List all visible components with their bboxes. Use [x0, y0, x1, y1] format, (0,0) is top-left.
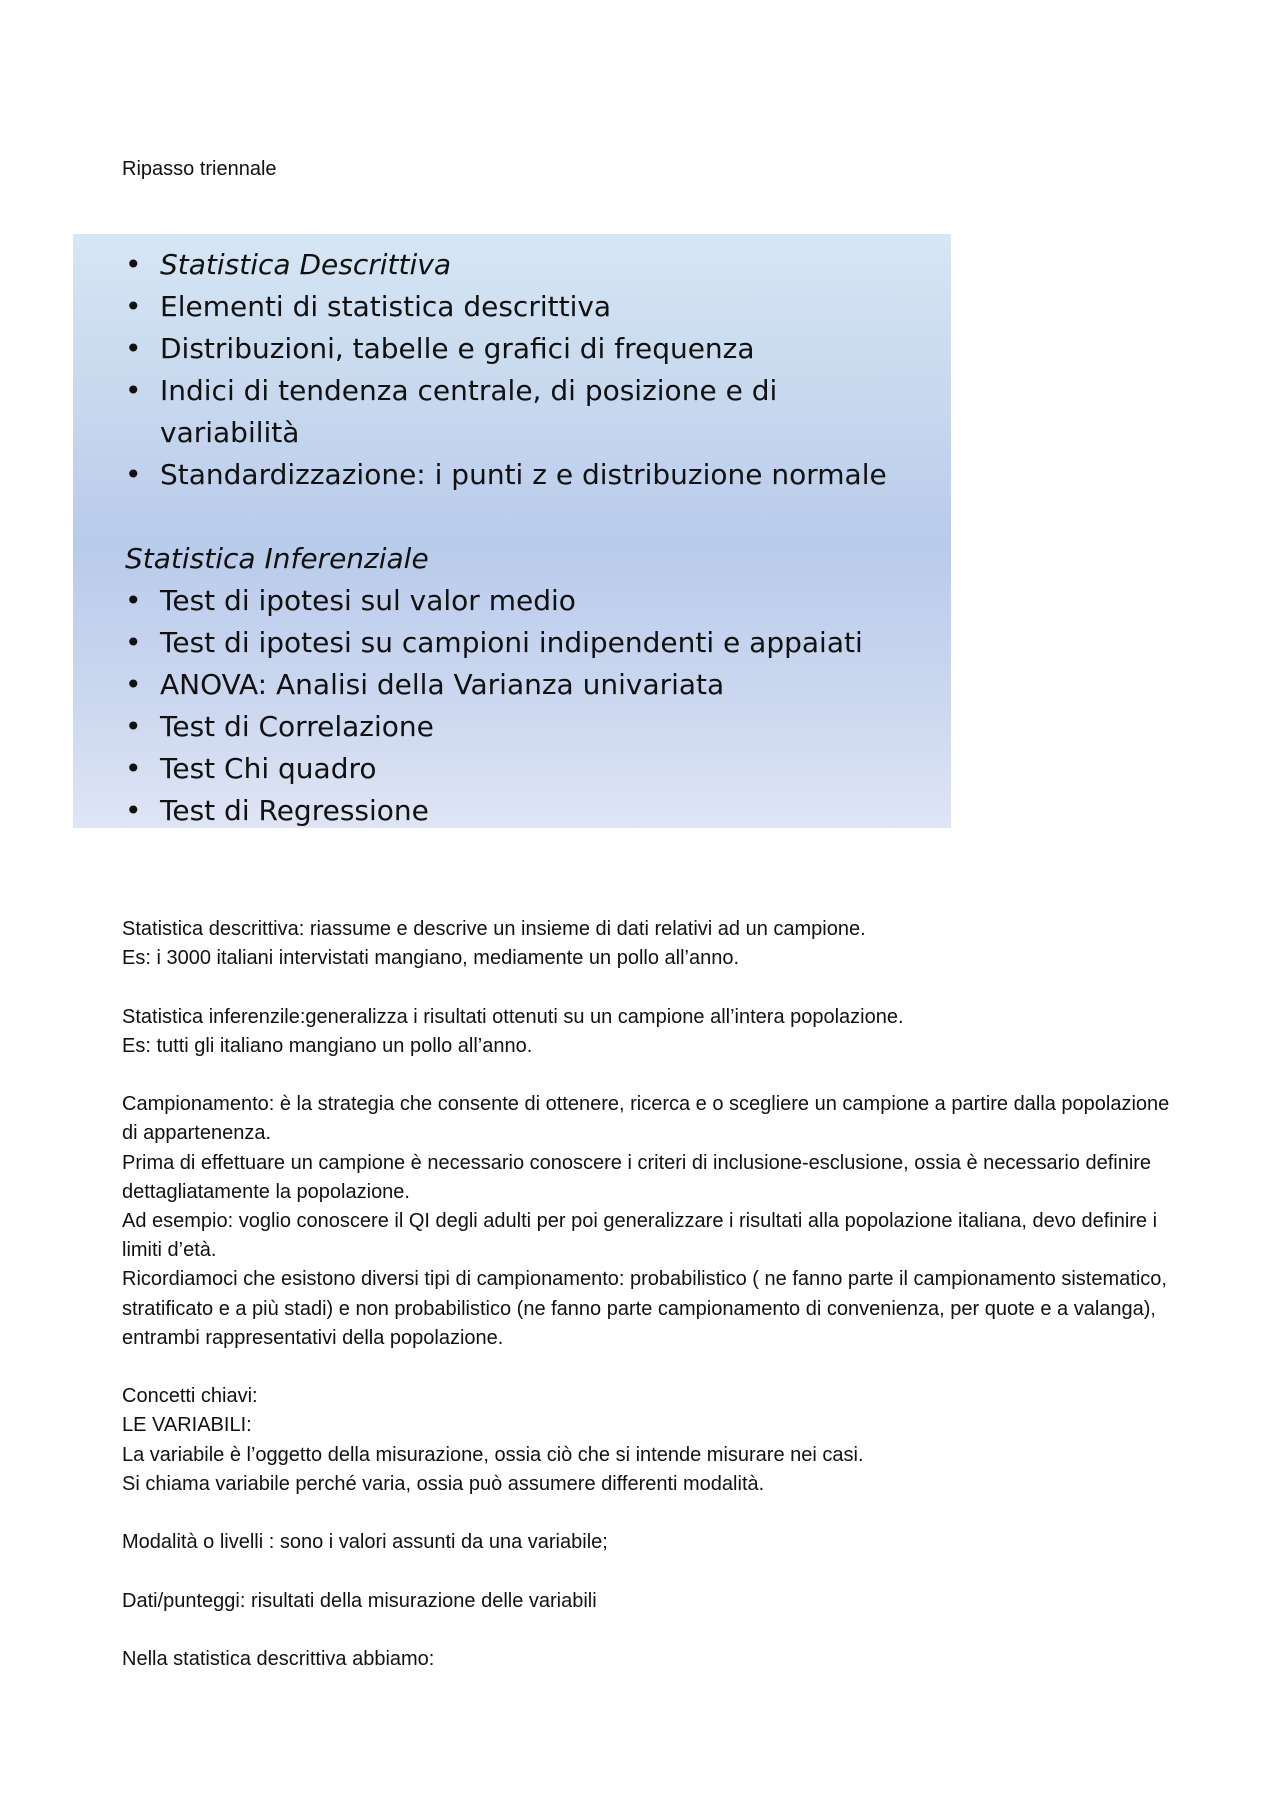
list-item: • Statistica Descrittiva	[125, 244, 951, 286]
bullet-icon: •	[125, 374, 142, 407]
list-item: • Distribuzioni, tabelle e grafici di frequenza	[125, 328, 951, 370]
list-item: • Test di ipotesi su campioni indipendenti e appaiati	[125, 622, 951, 664]
list-item: • Test Chi quadro	[125, 748, 951, 790]
list-item: • Indici di tendenza centrale, di posizione e di variabilità	[125, 370, 951, 454]
inferenziale-list	[125, 580, 951, 832]
variabile-definition: La variabile è l’oggetto della misurazione, ossia ciò che si intende misurare nei casi.	[122, 1443, 864, 1466]
list-item: • ANOVA: Analisi della Varianza univariata	[125, 664, 951, 706]
variabili-heading: LE VARIABILI:	[122, 1414, 252, 1437]
bullet-icon: •	[125, 710, 142, 743]
inferenziale-heading: Statistica Inferenziale	[125, 542, 429, 575]
list-item: • Test di ipotesi sul valor medio	[125, 580, 951, 622]
concetti-heading: Concetti chiavi:	[122, 1385, 258, 1408]
body-text	[122, 915, 1172, 1674]
bullet-icon: •	[125, 584, 142, 617]
descrittiva-list	[125, 244, 951, 496]
ricordiamoci-paragraph: Ricordiamoci che esistono diversi tipi di campionamento: probabilistico ( ne fanno parte il campionamento sistematico, stratificato e a più stadi) e non probabilistico (ne fanno parte campionamento di convenienza, per quote e a valanga), entrambi rappresentativi della popolazione.	[122, 1268, 1167, 1349]
list-item: • Test di Regressione	[125, 790, 951, 832]
bullet-icon: •	[125, 332, 142, 365]
dati-paragraph: Dati/punteggi: risultati della misurazione delle variabili	[122, 1589, 597, 1612]
bullet-icon: •	[125, 626, 142, 659]
bullet-icon: •	[125, 290, 142, 323]
inferenziale-definition: Statistica inferenzile:generalizza i risultati ottenuti su un campione all’intera popolazione.	[122, 1005, 904, 1028]
list-item: • Test di Correlazione	[125, 706, 951, 748]
variabile-varia: Si chiama variabile perché varia, ossia può assumere differenti modalità.	[122, 1472, 765, 1495]
descrittiva-definition: Statistica descrittiva: riassume e descrive un insieme di dati relativi ad un campione.	[122, 918, 866, 940]
document-title: Ripasso triennale	[122, 158, 277, 180]
prima-paragraph: Prima di effettuare un campione è necessario conoscere i criteri di inclusione-esclusione, ossia è necessario definire dettagliatamente la popolazione.	[122, 1151, 1152, 1203]
list-item: • Standardizzazione: i punti z e distribuzione normale	[125, 454, 951, 496]
bullet-icon: •	[125, 668, 142, 701]
nella-paragraph: Nella statistica descrittiva abbiamo:	[122, 1647, 435, 1670]
campionamento-paragraph: Campionamento: è la strategia che consente di ottenere, ricerca e o scegliere un campione a partire dalla popolazione di appartenenza.	[122, 1093, 1170, 1145]
esempio-paragraph: Ad esempio: voglio conoscere il QI degli adulti per poi generalizzare i risultati alla popolazione italiana, devo definire i limiti d’età.	[122, 1210, 1158, 1262]
modalita-paragraph: Modalità o livelli : sono i valori assunti da una variabile;	[122, 1531, 608, 1554]
bullet-icon: •	[125, 248, 142, 281]
slide-image	[73, 234, 951, 828]
bullet-icon: •	[125, 458, 142, 491]
bullet-icon: •	[125, 794, 142, 827]
inferenziale-example: Es: tutti gli italiano mangiano un pollo all’anno.	[122, 1034, 533, 1057]
list-item: • Elementi di statistica descrittiva	[125, 286, 951, 328]
descrittiva-example: Es: i 3000 italiani intervistati mangiano, mediamente un pollo all’anno.	[122, 947, 740, 970]
bullet-icon: •	[125, 752, 142, 785]
